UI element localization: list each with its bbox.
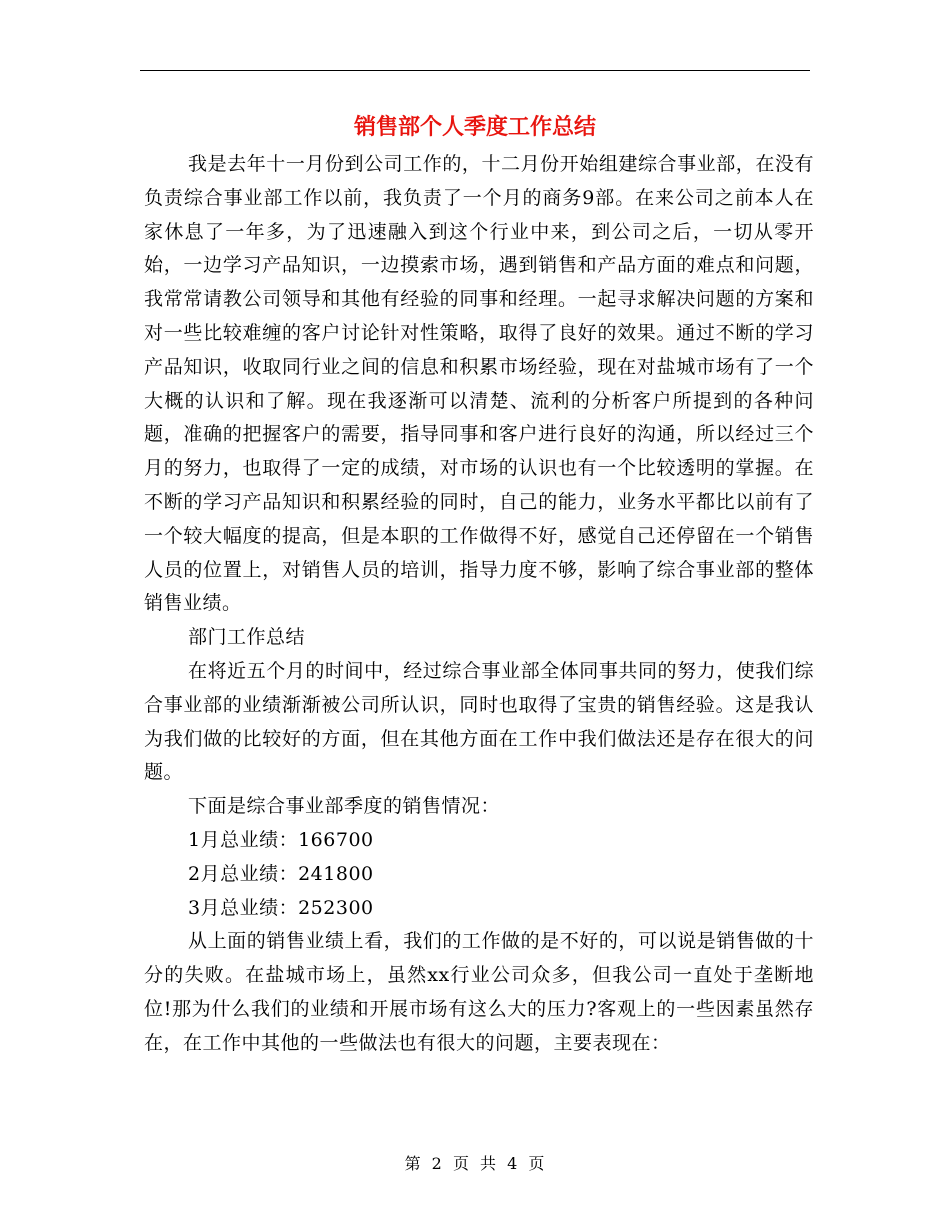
- paragraph-sales-intro: 下面是综合事业部季度的销售情况：: [188, 795, 501, 818]
- sales-figure-february: 2月总业绩：241800: [188, 862, 374, 885]
- section-heading-department: 部门工作总结: [188, 626, 306, 649]
- page-number: 第 2 页 共 4 页: [404, 1154, 546, 1173]
- document-body: [144, 148, 814, 1061]
- header-rule: [140, 70, 810, 71]
- document-title: 销售部个人季度工作总结: [353, 114, 596, 140]
- sales-figure-march: 3月总业绩：252300: [188, 896, 374, 919]
- paragraph-intro: 我是去年十一月份到公司工作的，十二月份开始组建综合事业部，在没有负责综合事业部工作以前，我负责了一个月的商务9部。在来公司之前本人在家休息了一年多，为了迅速融入到这个行业中来，到公司之后，一切从零开始，一边学习产品知识，一边摸索市场，遇到销售和产品方面的难点和问题，我常常请教公司领导和其他有经验的同事和经理。一起寻求解决问题的方案和对一些比较难缠的客户讨论针对性策略，取得了良好的效果。通过不断的学习产品知识，收取同行业之间的信息和积累市场经验，现在对盐城市场有了一个大概的认识和了解。现在我逐渐可以清楚、流利的分析客户所提到的各种问题，准确的把握客户的需要，指导同事和客户进行良好的沟通，所以经过三个月的努力，也取得了一定的成绩，对市场的认识也有一个比较透明的掌握。在不断的学习产品知识和积累经验的同时，自己的能力，业务水平都比以前有了一个较大幅度的提高，但是本职的工作做得不好，感觉自己还停留在一个销售人员的位置上，对销售人员的培训，指导力度不够，影响了综合事业部的整体销售业绩。: [144, 153, 814, 615]
- paragraph-analysis: 从上面的销售业绩上看，我们的工作做的是不好的，可以说是销售做的十分的失败。在盐城市场上，虽然xx行业公司众多，但我公司一直处于垄断地位!那为什么我们的业绩和开展市场有这么大的压力?客观上的一些因素虽然存在，在工作中其他的一些做法也有很大的问题，主要表现在：: [144, 930, 814, 1054]
- paragraph-department-summary: 在将近五个月的时间中，经过综合事业部全体同事共同的努力，使我们综合事业部的业绩渐渐被公司所认识，同时也取得了宝贵的销售经验。这是我认为我们做的比较好的方面，但在其他方面在工作中我们做法还是存在很大的问题。: [144, 659, 814, 784]
- sales-figure-january: 1月总业绩：166700: [188, 828, 374, 851]
